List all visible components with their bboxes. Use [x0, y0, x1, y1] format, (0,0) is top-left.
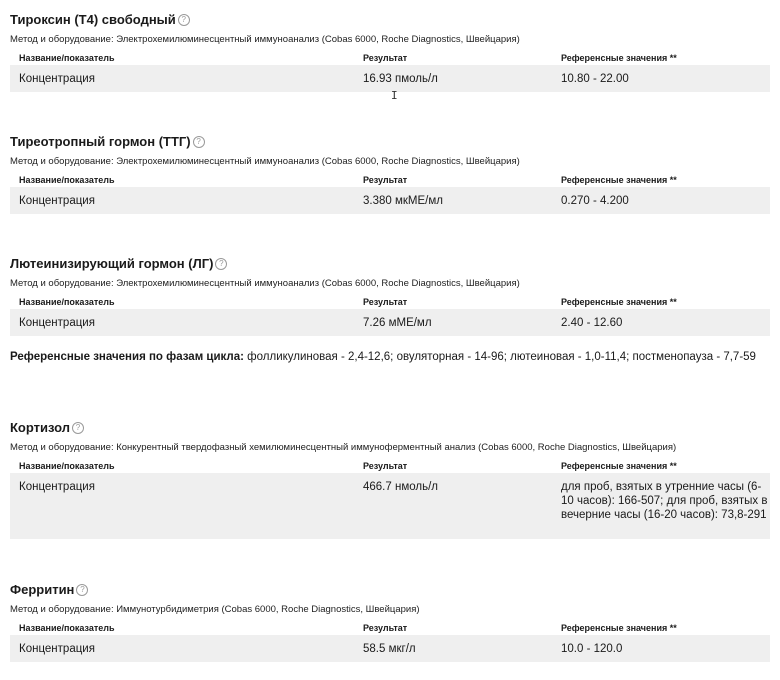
row-reference: 10.80 - 22.00 — [561, 73, 629, 85]
row-name: Концентрация — [19, 481, 95, 493]
table-header — [10, 623, 770, 635]
test-title: Лютеинизирующий гормон (ЛГ) — [10, 256, 214, 271]
method-text: Метод и оборудование: Электрохемилюминесцентный иммуноанализ (Cobas 6000, Roche Diagnostics, Швейцария) — [10, 278, 520, 289]
header-name: Название/показатель — [19, 297, 115, 307]
header-result: Результат — [363, 623, 408, 633]
test-title: Тироксин (Т4) свободный — [10, 12, 176, 27]
header-result: Результат — [363, 175, 408, 185]
method-text: Метод и оборудование: Электрохемилюминесцентный иммуноанализ (Cobas 6000, Roche Diagnostics, Швейцария) — [10, 34, 520, 45]
row-reference: для проб, взятых в утренние часы (6-10 часов): 166-507; для проб, взятых в вечерние часы (16-20 часов): 73,8-291 — [561, 481, 768, 521]
method-text: Метод и оборудование: Иммунотурбидиметрия (Cobas 6000, Roche Diagnostics, Швейцария) — [10, 604, 420, 615]
help-icon[interactable]: ? — [193, 136, 205, 148]
header-reference: Референсные значения ** — [561, 53, 677, 63]
table-header — [10, 461, 770, 473]
test-block-cortisol — [10, 420, 770, 539]
row-reference: 2.40 - 12.60 — [561, 317, 623, 329]
lh-reference-note — [10, 349, 766, 365]
row-reference: 10.0 - 120.0 — [561, 643, 623, 655]
test-block-lh — [10, 256, 770, 336]
header-reference: Референсные значения ** — [561, 461, 677, 471]
table-header — [10, 175, 770, 187]
table-header — [10, 53, 770, 65]
header-reference: Референсные значения ** — [561, 623, 677, 633]
text-cursor-icon: I — [391, 89, 398, 102]
help-icon[interactable]: ? — [215, 258, 227, 270]
test-block-tsh — [10, 134, 770, 214]
note-text: фолликулиновая - 2,4-12,6; овуляторная - 14-96; лютеиновая - 1,0-11,4; постменопауза - 7,7-59 — [243, 351, 756, 363]
method-text: Метод и оборудование: Электрохемилюминесцентный иммуноанализ (Cobas 6000, Roche Diagnostics, Швейцария) — [10, 156, 520, 167]
test-title: Тиреотропный гормон (ТТГ) — [10, 134, 191, 149]
table-row — [10, 309, 770, 336]
header-result: Результат — [363, 461, 408, 471]
test-title: Кортизол — [10, 420, 71, 435]
row-reference: 0.270 - 4.200 — [561, 195, 629, 207]
help-icon[interactable]: ? — [76, 584, 88, 596]
row-name: Концентрация — [19, 73, 95, 85]
row-result: 7.26 мМЕ/мл — [363, 317, 432, 329]
test-title: Ферритин — [10, 582, 75, 597]
table-header — [10, 297, 770, 309]
table-row — [10, 473, 770, 539]
header-reference: Референсные значения ** — [561, 297, 677, 307]
header-name: Название/показатель — [19, 175, 115, 185]
row-result: 466.7 нмоль/л — [363, 481, 438, 493]
row-name: Концентрация — [19, 317, 95, 329]
header-reference: Референсные значения ** — [561, 175, 677, 185]
method-text: Метод и оборудование: Конкурентный твердофазный хемилюминесцентный иммуноферментный анализ (Cobas 6000, Roche Diagnostics, Швейцария) — [10, 442, 677, 453]
row-name: Концентрация — [19, 643, 95, 655]
header-name: Название/показатель — [19, 623, 115, 633]
row-result: 58.5 мкг/л — [363, 643, 416, 655]
row-name: Концентрация — [19, 195, 95, 207]
table-row — [10, 635, 770, 662]
table-row — [10, 187, 770, 214]
header-name: Название/показатель — [19, 461, 115, 471]
note-label: Референсные значения по фазам цикла: — [10, 351, 244, 363]
row-result: 16.93 пмоль/л — [363, 73, 438, 85]
test-block-ferritin — [10, 582, 770, 662]
header-result: Результат — [363, 297, 408, 307]
table-row — [10, 65, 770, 92]
row-result: 3.380 мкМЕ/мл — [363, 195, 443, 207]
test-block-t4 — [10, 12, 770, 92]
header-name: Название/показатель — [19, 53, 115, 63]
help-icon[interactable]: ? — [72, 422, 84, 434]
header-result: Результат — [363, 53, 408, 63]
help-icon[interactable]: ? — [178, 14, 190, 26]
